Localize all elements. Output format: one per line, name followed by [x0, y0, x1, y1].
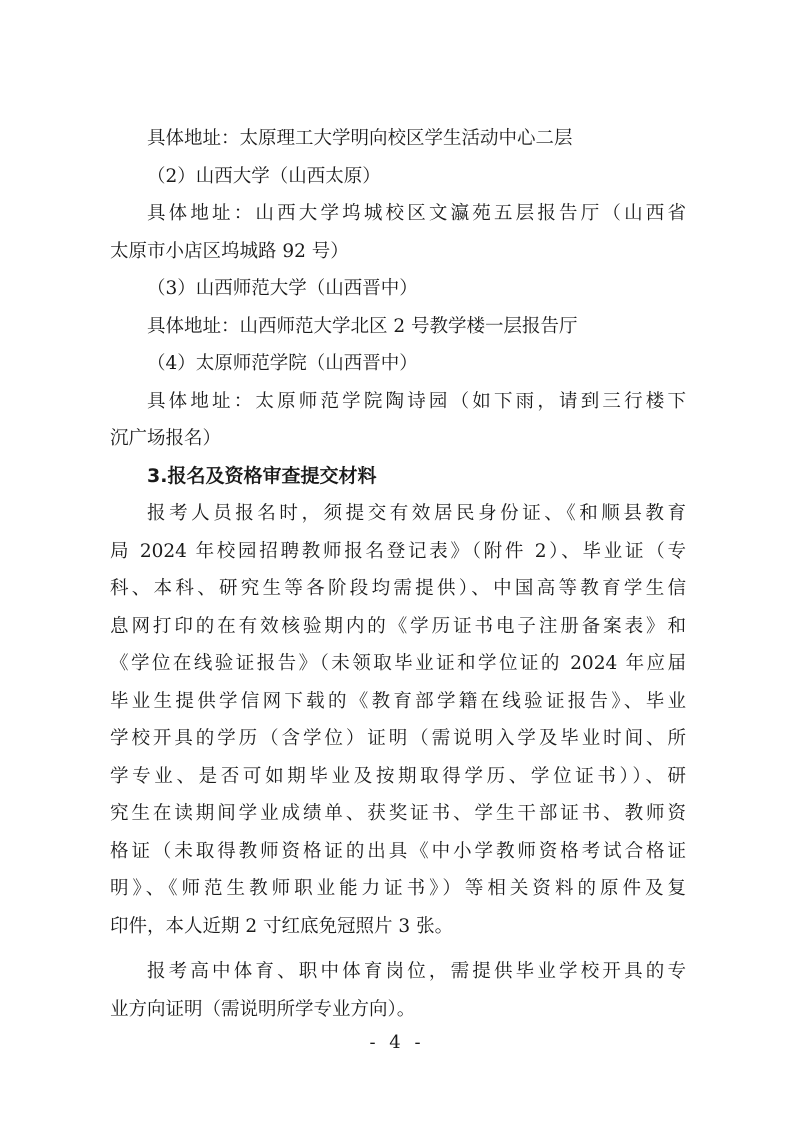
paragraph-line: 局 2024 年校园招聘教师报名登记表》（附件 2）、毕业证（专 [110, 540, 686, 562]
paragraph-line: 科、本科、研究生等各阶段均需提供）、中国高等教育学生信 [110, 578, 686, 599]
address-line: 具体地址：山西大学坞城校区文瀛苑五层报告厅（山西省 [147, 203, 686, 224]
address-line-continued: 沉广场报名） [110, 428, 222, 449]
address-line-continued: 太原市小店区坞城路 92 号） [110, 240, 349, 262]
venue-heading: （3）山西师范大学（山西晋中） [147, 278, 418, 299]
address-line: 具体地址：山西师范大学北区 2 号教学楼一层报告厅 [147, 315, 578, 337]
paragraph-line: 明》、《师范生教师职业能力证书》）等相关资料的原件及复 [110, 878, 686, 899]
paragraph-line: 报考高中体育、职中体育岗位，需提供毕业学校开具的专 [147, 961, 686, 982]
paragraph-line: 印件，本人近期 2 寸红底免冠照片 3 张。 [110, 915, 454, 937]
paragraph-line: 业方向证明（需说明所学专业方向）。 [110, 998, 416, 1020]
venue-heading: （4）太原师范学院（山西晋中） [147, 353, 418, 374]
address-line: 具体地址：太原理工大学明向校区学生活动中心二层 [147, 128, 573, 149]
venue-heading: （2）山西大学（山西太原） [147, 165, 381, 187]
paragraph-line: 究生在读期间学业成绩单、获奖证书、学生干部证书、教师资 [110, 803, 686, 824]
paragraph-gap [110, 945, 686, 953]
paragraph-line: 息网打印的在有效核验期内的《学历证书电子注册备案表》和 [110, 615, 686, 637]
paragraph-line: 学专业、是否可如期毕业及按期取得学历、学位证书））、研 [110, 765, 686, 787]
page-number: - 4 - [369, 1032, 425, 1053]
paragraph-line: 毕业生提供学信网下载的《教育部学籍在线验证报告》、毕业 [110, 690, 686, 712]
document-body [110, 120, 686, 1028]
paragraph-line: 学校开具的学历（含学位）证明（需说明入学及毕业时间、所 [110, 728, 686, 749]
paragraph-line: 《学位在线验证报告》（未领取毕业证和学位证的 2024 年应届 [110, 653, 686, 674]
paragraph-line: 格证（未取得教师资格证的出具《中小学教师资格考试合格证 [110, 840, 686, 862]
paragraph-line: 报考人员报名时，须提交有效居民身份证、《和顺县教育 [147, 503, 686, 524]
address-line: 具体地址：太原师范学院陶诗园（如下雨，请到三行楼下 [147, 390, 686, 412]
section-heading: 3.报名及资格审查提交材料 [147, 464, 377, 487]
